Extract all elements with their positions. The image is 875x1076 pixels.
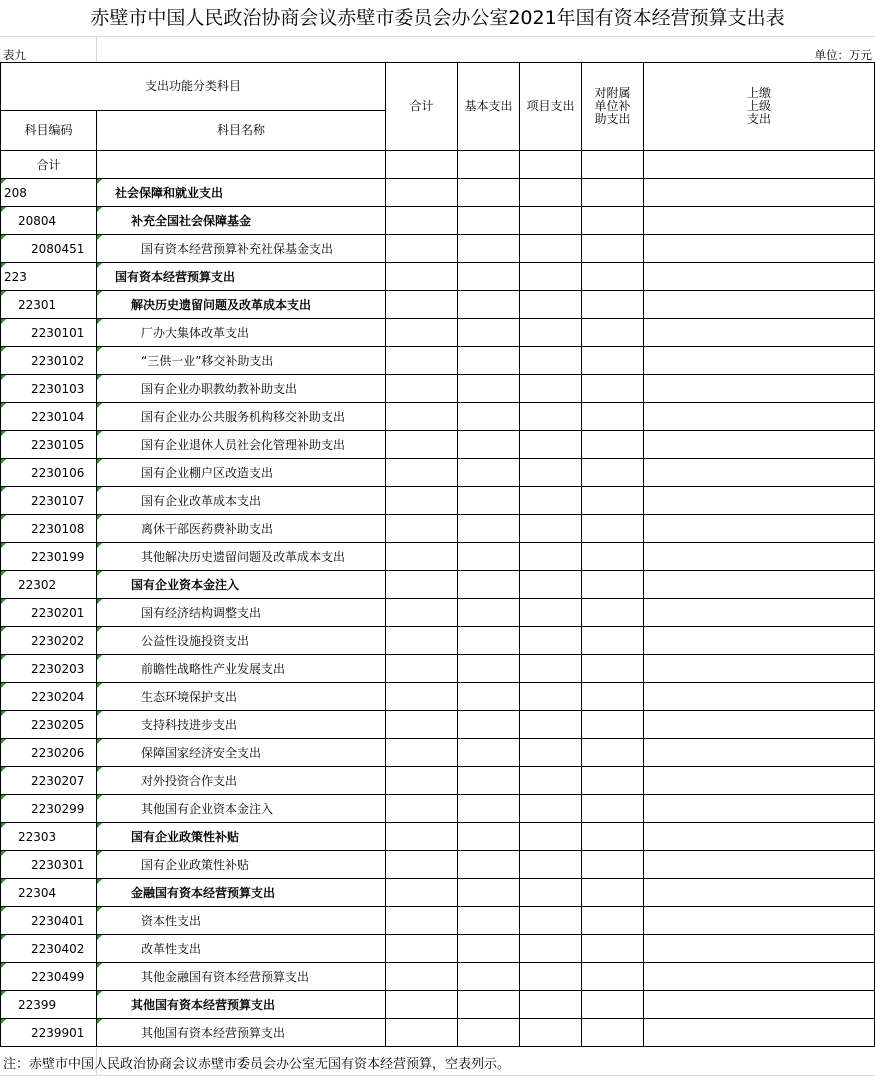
amount-cell[interactable] (458, 207, 520, 235)
table-row (1, 207, 875, 235)
amount-cell[interactable] (520, 403, 582, 431)
table-row (1, 375, 875, 403)
table-row (1, 459, 875, 487)
subject-name[interactable]: 国有企业政策性补贴 (97, 823, 386, 851)
subject-name[interactable]: 国有企业棚户区改造支出 (97, 459, 386, 487)
subject-name[interactable]: 公益性设施投资支出 (97, 627, 386, 655)
amount-cell[interactable] (520, 207, 582, 235)
amount-cell[interactable] (644, 767, 875, 795)
table-row (1, 403, 875, 431)
amount-cell[interactable] (386, 207, 458, 235)
subject-code[interactable]: 2230107 (1, 487, 97, 515)
subject-name[interactable]: 国有企业办公共服务机构移交补助支出 (97, 403, 386, 431)
subject-code[interactable]: 2230401 (1, 907, 97, 935)
amount-cell[interactable] (582, 711, 644, 739)
amount-cell[interactable] (582, 459, 644, 487)
amount-cell[interactable] (386, 935, 458, 963)
amount-cell[interactable] (458, 543, 520, 571)
amount-cell[interactable] (458, 459, 520, 487)
budget-table (0, 62, 875, 1047)
amount-cell[interactable] (644, 907, 875, 935)
amount-cell[interactable] (520, 795, 582, 823)
amount-cell[interactable] (520, 823, 582, 851)
amount-cell[interactable] (582, 879, 644, 907)
amount-cell[interactable] (520, 375, 582, 403)
amount-cell[interactable] (458, 319, 520, 347)
amount-cell[interactable] (458, 711, 520, 739)
amount-cell[interactable] (582, 627, 644, 655)
table-row (1, 571, 875, 599)
amount-cell[interactable] (458, 263, 520, 291)
table-row (1, 711, 875, 739)
amount-cell[interactable] (582, 403, 644, 431)
amount-cell[interactable] (520, 263, 582, 291)
amount-cell[interactable] (644, 991, 875, 1019)
amount-cell[interactable] (520, 1019, 582, 1047)
subject-code[interactable]: 22399 (1, 991, 97, 1019)
subject-name[interactable]: “三供一业”移交补助支出 (97, 347, 386, 375)
amount-cell[interactable] (520, 907, 582, 935)
amount-cell[interactable] (386, 263, 458, 291)
amount-cell[interactable] (520, 739, 582, 767)
amount-cell[interactable] (458, 599, 520, 627)
amount-cell[interactable] (386, 1019, 458, 1047)
amount-cell[interactable] (386, 767, 458, 795)
amount-cell[interactable] (386, 291, 458, 319)
amount-cell[interactable] (386, 823, 458, 851)
amount-cell[interactable] (386, 879, 458, 907)
table-row (1, 263, 875, 291)
subject-name[interactable]: 保障国家经济安全支出 (97, 739, 386, 767)
table-row (1, 963, 875, 991)
amount-cell[interactable] (386, 459, 458, 487)
amount-cell[interactable] (458, 179, 520, 207)
amount-cell[interactable] (644, 935, 875, 963)
amount-cell[interactable] (644, 851, 875, 879)
amount-cell[interactable] (458, 1019, 520, 1047)
table-row (1, 319, 875, 347)
amount-cell[interactable] (644, 655, 875, 683)
amount-cell[interactable] (458, 515, 520, 543)
table-row (1, 767, 875, 795)
amount-cell[interactable] (458, 403, 520, 431)
amount-cell[interactable] (520, 991, 582, 1019)
table-row (1, 879, 875, 907)
amount-cell[interactable] (458, 823, 520, 851)
amount-cell[interactable] (520, 767, 582, 795)
amount-cell[interactable] (520, 319, 582, 347)
subject-code[interactable]: 22301 (1, 291, 97, 319)
amount-cell[interactable] (582, 235, 644, 263)
amount-cell[interactable] (520, 347, 582, 375)
amount-cell[interactable] (386, 795, 458, 823)
amount-cell[interactable] (386, 711, 458, 739)
amount-cell[interactable] (644, 739, 875, 767)
header-subsidy: 对附属单位补助支出 (582, 63, 644, 151)
table-row (1, 627, 875, 655)
amount-cell[interactable] (644, 375, 875, 403)
header-category: 支出功能分类科目 (1, 63, 386, 111)
amount-cell[interactable] (386, 991, 458, 1019)
table-row (1, 851, 875, 879)
amount-cell[interactable] (458, 935, 520, 963)
subject-name[interactable]: 改革性支出 (97, 935, 386, 963)
amount-cell[interactable] (582, 1019, 644, 1047)
amount-cell[interactable] (520, 515, 582, 543)
amount-cell[interactable] (458, 795, 520, 823)
amount-cell[interactable] (582, 347, 644, 375)
table-row (1, 795, 875, 823)
header-name: 科目名称 (97, 111, 386, 151)
subject-code[interactable]: 223 (1, 263, 97, 291)
amount-cell[interactable] (582, 599, 644, 627)
subject-code[interactable]: 2239901 (1, 1019, 97, 1047)
amount-cell[interactable] (582, 179, 644, 207)
subject-name[interactable]: 对外投资合作支出 (97, 767, 386, 795)
amount-cell[interactable] (644, 319, 875, 347)
subject-code[interactable]: 2230199 (1, 543, 97, 571)
amount-cell[interactable] (386, 739, 458, 767)
amount-cell[interactable] (458, 879, 520, 907)
table-row (1, 291, 875, 319)
amount-cell[interactable] (520, 431, 582, 459)
amount-cell[interactable] (458, 767, 520, 795)
subject-code[interactable]: 2230101 (1, 319, 97, 347)
amount-cell[interactable] (520, 879, 582, 907)
cell[interactable] (386, 151, 458, 179)
header-project: 项目支出 (520, 63, 582, 151)
table-row (1, 179, 875, 207)
subject-name[interactable]: 前瞻性战略性产业发展支出 (97, 655, 386, 683)
amount-cell[interactable] (582, 795, 644, 823)
amount-cell[interactable] (582, 823, 644, 851)
subject-code[interactable]: 2230499 (1, 963, 97, 991)
amount-cell[interactable] (458, 375, 520, 403)
header-code: 科目编码 (1, 111, 97, 151)
amount-cell[interactable] (520, 711, 582, 739)
table-row (1, 739, 875, 767)
subject-code[interactable]: 2230402 (1, 935, 97, 963)
amount-cell[interactable] (386, 907, 458, 935)
amount-cell[interactable] (386, 683, 458, 711)
subject-name[interactable]: 补充全国社会保障基金 (97, 207, 386, 235)
subject-name[interactable]: 国有企业办职教幼教补助支出 (97, 375, 386, 403)
subject-code[interactable]: 2230103 (1, 375, 97, 403)
table-row (1, 515, 875, 543)
table-row (1, 683, 875, 711)
subject-code[interactable]: 2080451 (1, 235, 97, 263)
amount-cell[interactable] (520, 179, 582, 207)
amount-cell[interactable] (520, 487, 582, 515)
table-row (1, 655, 875, 683)
header-total: 合计 (386, 63, 458, 151)
amount-cell[interactable] (458, 991, 520, 1019)
amount-cell[interactable] (582, 487, 644, 515)
table-row (1, 431, 875, 459)
amount-cell[interactable] (458, 487, 520, 515)
header-basic: 基本支出 (458, 63, 520, 151)
subject-code[interactable]: 2230102 (1, 347, 97, 375)
amount-cell[interactable] (582, 683, 644, 711)
amount-cell[interactable] (520, 543, 582, 571)
table-row (1, 907, 875, 935)
subject-code[interactable]: 2230108 (1, 515, 97, 543)
subject-code[interactable]: 22303 (1, 823, 97, 851)
amount-cell[interactable] (386, 319, 458, 347)
subject-name[interactable]: 社会保障和就业支出 (97, 179, 386, 207)
amount-cell[interactable] (386, 515, 458, 543)
amount-cell[interactable] (520, 459, 582, 487)
subject-name[interactable]: 国有企业资本金注入 (97, 571, 386, 599)
amount-cell[interactable] (644, 795, 875, 823)
subject-code[interactable]: 2230105 (1, 431, 97, 459)
table-row (1, 599, 875, 627)
subject-code[interactable]: 2230204 (1, 683, 97, 711)
subject-code[interactable]: 2230207 (1, 767, 97, 795)
gridline (96, 36, 97, 62)
table-row (1, 487, 875, 515)
amount-cell[interactable] (644, 1019, 875, 1047)
amount-cell[interactable] (582, 907, 644, 935)
amount-cell[interactable] (458, 655, 520, 683)
subject-code[interactable]: 2230299 (1, 795, 97, 823)
amount-cell[interactable] (644, 235, 875, 263)
amount-cell[interactable] (520, 935, 582, 963)
subject-code[interactable]: 20804 (1, 207, 97, 235)
amount-cell[interactable] (520, 627, 582, 655)
amount-cell[interactable] (458, 683, 520, 711)
amount-cell[interactable] (582, 655, 644, 683)
cell[interactable] (97, 151, 386, 179)
amount-cell[interactable] (520, 655, 582, 683)
subject-code[interactable]: 2230202 (1, 627, 97, 655)
cell[interactable] (582, 151, 644, 179)
amount-cell[interactable] (458, 235, 520, 263)
subject-code[interactable]: 2230104 (1, 403, 97, 431)
amount-cell[interactable] (458, 571, 520, 599)
table-row (1, 235, 875, 263)
amount-cell[interactable] (458, 907, 520, 935)
amount-cell[interactable] (582, 263, 644, 291)
subject-name[interactable]: 资本性支出 (97, 907, 386, 935)
amount-cell[interactable] (644, 347, 875, 375)
unit-label: 单位：万元 (814, 48, 872, 62)
subject-name[interactable]: 国有资本经营预算补充社保基金支出 (97, 235, 386, 263)
amount-cell[interactable] (520, 963, 582, 991)
subject-code[interactable]: 2230106 (1, 459, 97, 487)
amount-cell[interactable] (520, 599, 582, 627)
amount-cell[interactable] (582, 515, 644, 543)
amount-cell[interactable] (582, 851, 644, 879)
amount-cell[interactable] (520, 683, 582, 711)
page-title: 赤壁市中国人民政治协商会议赤壁市委员会办公室2021年国有资本经营预算支出表 (90, 7, 785, 29)
amount-cell[interactable] (386, 235, 458, 263)
subject-name[interactable]: 国有经济结构调整支出 (97, 599, 386, 627)
amount-cell[interactable] (386, 431, 458, 459)
amount-cell[interactable] (520, 571, 582, 599)
subject-code[interactable]: 22304 (1, 879, 97, 907)
amount-cell[interactable] (582, 543, 644, 571)
cell[interactable] (644, 151, 875, 179)
amount-cell[interactable] (458, 347, 520, 375)
footnote: 注：赤壁市中国人民政治协商会议赤壁市委员会办公室无国有资本经营预算，空表列示。 (3, 1057, 511, 1072)
amount-cell[interactable] (644, 207, 875, 235)
subject-name[interactable]: 厂办大集体改革支出 (97, 319, 386, 347)
amount-cell[interactable] (386, 179, 458, 207)
total-row-label: 合计 (1, 151, 97, 179)
subject-code[interactable]: 2230206 (1, 739, 97, 767)
subject-code[interactable]: 2230203 (1, 655, 97, 683)
subject-code[interactable]: 2230205 (1, 711, 97, 739)
subject-code[interactable]: 22302 (1, 571, 97, 599)
subject-name[interactable]: 生态环境保护支出 (97, 683, 386, 711)
subject-name[interactable]: 其他国有资本经营预算支出 (97, 1019, 386, 1047)
amount-cell[interactable] (644, 823, 875, 851)
table-row (1, 935, 875, 963)
subject-name[interactable]: 其他金融国有资本经营预算支出 (97, 963, 386, 991)
subject-name[interactable]: 解决历史遗留问题及改革成本支出 (97, 291, 386, 319)
amount-cell[interactable] (582, 375, 644, 403)
amount-cell[interactable] (582, 319, 644, 347)
amount-cell[interactable] (582, 963, 644, 991)
subject-name[interactable]: 其他解决历史遗留问题及改革成本支出 (97, 543, 386, 571)
amount-cell[interactable] (386, 963, 458, 991)
cell[interactable] (458, 151, 520, 179)
subject-name[interactable]: 国有资本经营预算支出 (97, 263, 386, 291)
amount-cell[interactable] (458, 739, 520, 767)
amount-cell[interactable] (644, 179, 875, 207)
amount-cell[interactable] (458, 291, 520, 319)
amount-cell[interactable] (582, 991, 644, 1019)
amount-cell[interactable] (644, 459, 875, 487)
amount-cell[interactable] (386, 375, 458, 403)
amount-cell[interactable] (644, 291, 875, 319)
amount-cell[interactable] (582, 207, 644, 235)
amount-cell[interactable] (582, 291, 644, 319)
subject-name[interactable]: 国有企业政策性补贴 (97, 851, 386, 879)
amount-cell[interactable] (386, 627, 458, 655)
amount-cell[interactable] (386, 571, 458, 599)
subject-code[interactable]: 208 (1, 179, 97, 207)
subject-code[interactable]: 2230201 (1, 599, 97, 627)
amount-cell[interactable] (458, 963, 520, 991)
table-number: 表九 (3, 48, 26, 62)
amount-cell[interactable] (644, 487, 875, 515)
amount-cell[interactable] (386, 347, 458, 375)
table-row (1, 991, 875, 1019)
amount-cell[interactable] (582, 431, 644, 459)
amount-cell[interactable] (458, 627, 520, 655)
amount-cell[interactable] (644, 683, 875, 711)
amount-cell[interactable] (644, 403, 875, 431)
amount-cell[interactable] (644, 711, 875, 739)
amount-cell[interactable] (644, 431, 875, 459)
amount-cell[interactable] (644, 627, 875, 655)
subject-name[interactable]: 其他国有资本经营预算支出 (97, 991, 386, 1019)
amount-cell[interactable] (644, 263, 875, 291)
table-row (1, 543, 875, 571)
table-row (1, 823, 875, 851)
amount-cell[interactable] (644, 599, 875, 627)
amount-cell[interactable] (582, 767, 644, 795)
amount-cell[interactable] (644, 879, 875, 907)
amount-cell[interactable] (386, 599, 458, 627)
amount-cell[interactable] (582, 739, 644, 767)
amount-cell[interactable] (386, 655, 458, 683)
amount-cell[interactable] (386, 851, 458, 879)
cell[interactable] (520, 151, 582, 179)
amount-cell[interactable] (520, 851, 582, 879)
subject-name[interactable]: 离休干部医药费补助支出 (97, 515, 386, 543)
table-row (1, 1019, 875, 1047)
header-remit: 上缴上级支出 (644, 63, 875, 151)
amount-cell[interactable] (386, 403, 458, 431)
gridline (0, 36, 875, 37)
amount-cell[interactable] (644, 571, 875, 599)
amount-cell[interactable] (520, 291, 582, 319)
amount-cell[interactable] (582, 935, 644, 963)
amount-cell[interactable] (386, 487, 458, 515)
table-row (1, 347, 875, 375)
amount-cell[interactable] (644, 515, 875, 543)
subject-name[interactable]: 其他国有企业资本金注入 (97, 795, 386, 823)
amount-cell[interactable] (458, 851, 520, 879)
amount-cell[interactable] (520, 235, 582, 263)
amount-cell[interactable] (582, 571, 644, 599)
subject-name[interactable]: 国有企业退休人员社会化管理补助支出 (97, 431, 386, 459)
subject-name[interactable]: 支持科技进步支出 (97, 711, 386, 739)
subject-name[interactable]: 国有企业改革成本支出 (97, 487, 386, 515)
amount-cell[interactable] (644, 963, 875, 991)
amount-cell[interactable] (644, 543, 875, 571)
amount-cell[interactable] (458, 431, 520, 459)
subject-code[interactable]: 2230301 (1, 851, 97, 879)
subject-name[interactable]: 金融国有资本经营预算支出 (97, 879, 386, 907)
amount-cell[interactable] (386, 543, 458, 571)
